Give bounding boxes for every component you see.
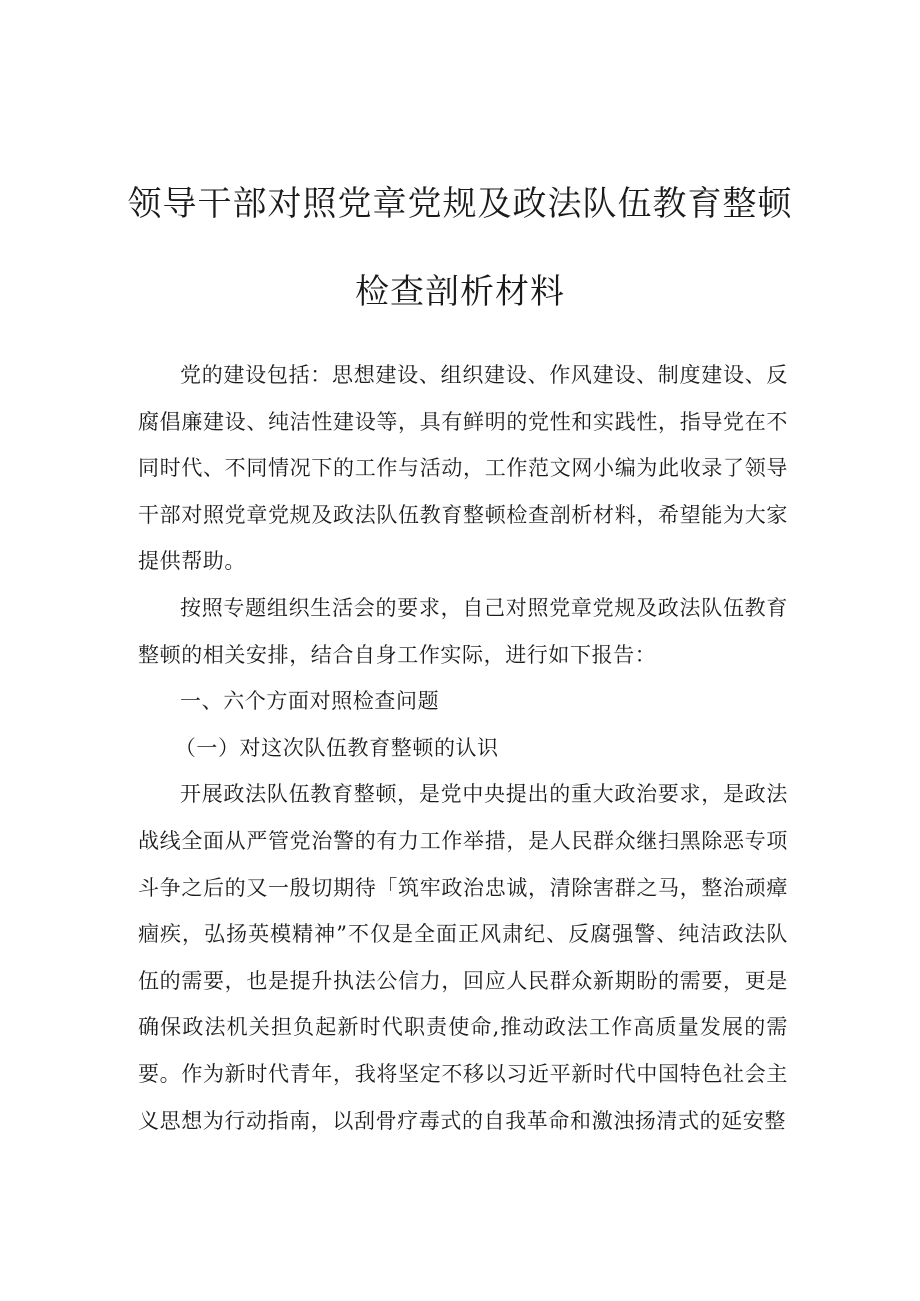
intro-paragraph: 党的建设包括：思想建设、组织建设、作风建设、制度建设、反腐倡廉建设、纯洁性建设等，具有鲜明的党性和实践性，指导党在不同时代、不同情况下的工作与活动，工作范文网小编为此收录了领导干部对照党章党规及政法队伍教育整顿检查剖析材料，希望能为大家提供帮助。 (138, 363, 788, 574)
document-body (138, 352, 788, 1144)
document-title-line-2: 检查剖析材料 (355, 272, 565, 312)
section-heading: 一、六个方面对照检查问题 (180, 689, 440, 714)
body-paragraph: 开展政法队伍教育整顿，是党中央提出的重大政治要求，是政法战线全面从严管党治警的有力工作举措，是人民群众继扫黑除恶专项斗争之后的又一殷切期待「筑牢政治忠诚，清除害群之马，整治顽瘴痼疾，弘扬英模精神”不仅是全面正风肃纪、反腐强警、纯洁政法队伍的需要，也是提升执法公信力，回应人民群众新期盼的需要，更是确保政法机关担负起新时代职责使命,推动政法工作高质量发展的需要。作为新时代青年，我将坚定不移以习近平新时代中国特色社会主义思想为行动指南，以刮骨疗毒式的自我革命和激浊扬清式的延安整 (138, 782, 788, 1133)
subsection-heading: （一）对这次队伍教育整顿的认识 (174, 735, 499, 760)
document-title-line-1: 领导干部对照党章党规及政法队伍教育整顿 (127, 184, 793, 224)
preface-paragraph: 按照专题组织生活会的要求，自己对照党章党规及政法队伍教育整顿的相关安排，结合自身工作实际，进行如下报告： (138, 595, 788, 667)
